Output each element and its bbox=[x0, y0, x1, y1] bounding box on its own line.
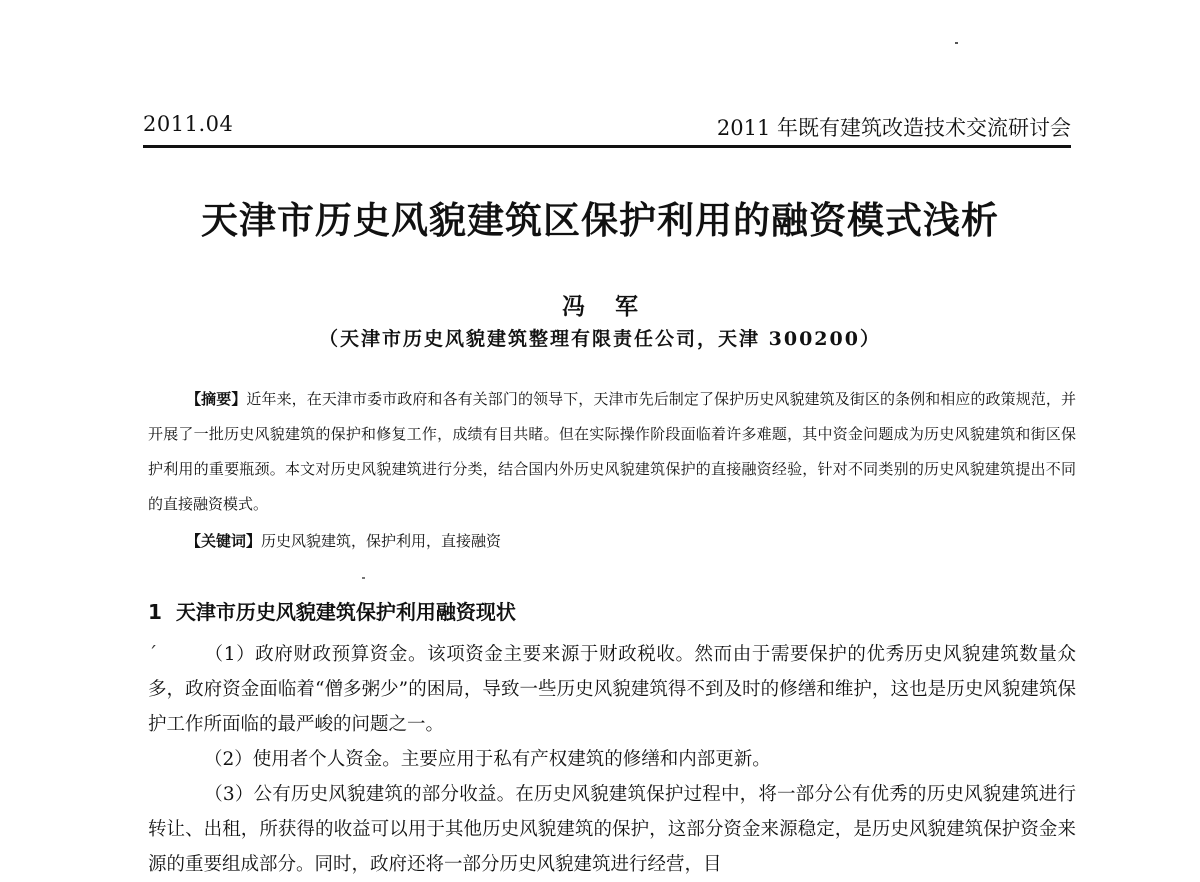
paper-author: 冯军 bbox=[562, 293, 668, 320]
keywords bbox=[148, 526, 1076, 556]
header-date: 2011.04 bbox=[143, 112, 234, 136]
keywords-label: 【关键词】 bbox=[186, 532, 262, 550]
scan-speck bbox=[955, 42, 958, 44]
header-conference: 2011 年既有建筑改造技术交流研讨会 bbox=[716, 116, 1071, 140]
paper-affiliation: （天津市历史风貌建筑整理有限责任公司，天津 300200） bbox=[319, 328, 881, 350]
abstract bbox=[148, 382, 1076, 522]
stray-mark: ˊ bbox=[148, 644, 158, 665]
section-title: 天津市历史风貌建筑保护利用融资现状 bbox=[175, 600, 516, 624]
paragraph: （2）使用者个人资金。主要应用于私有产权建筑的修缮和内部更新。 bbox=[204, 749, 771, 770]
paragraph: ˊ （1）政府财政预算资金。该项资金主要来源于财政税收。然而由于需要保护的优秀历史风貌建筑数量众多，政府资金面临着“僧多粥少”的困局，导致一些历史风貌建筑得不到及时的修缮和维护，这也是历史风貌建筑保护工作所面临的最严峻的问题之一。 bbox=[148, 637, 1076, 742]
body-text bbox=[148, 637, 1076, 882]
paragraph: （3）公有历史风貌建筑的部分收益。在历史风貌建筑保护过程中，将一部分公有优秀的历史风貌建筑进行转让、出租，所获得的收益可以用于其他历史风貌建筑的保护，这部分资金来源稳定，是历史风貌建筑保护资金来源的重要组成部分。同时，政府还将一部分历史风貌建筑进行经营，目 bbox=[148, 784, 1076, 875]
abstract-label: 【摘要】 bbox=[186, 390, 247, 408]
abstract-text: 近年来，在天津市委市政府和各有关部门的领导下，天津市先后制定了保护历史风貌建筑及街区的条例和相应的政策规范，并开展了一批历史风貌建筑的保护和修复工作，成绩有目共睹。但在实际操作阶段面临着许多难题，其中资金问题成为历史风貌建筑和街区保护利用的重要瓶颈。本文对历史风貌建筑进行分类，结合国内外历史风貌建筑保护的直接融资经验，针对不同类别的历史风貌建筑提出不同的直接融资模式。 bbox=[148, 390, 1076, 513]
header-rule bbox=[143, 145, 1071, 148]
paper-title: 天津市历史风貌建筑区保护利用的融资模式浅析 bbox=[201, 199, 999, 242]
section-number: 1 bbox=[148, 600, 162, 624]
scan-speck bbox=[362, 577, 365, 579]
running-header bbox=[143, 108, 1071, 144]
section-heading bbox=[148, 596, 1076, 625]
keywords-text: 历史风貌建筑，保护利用，直接融资 bbox=[261, 532, 502, 550]
